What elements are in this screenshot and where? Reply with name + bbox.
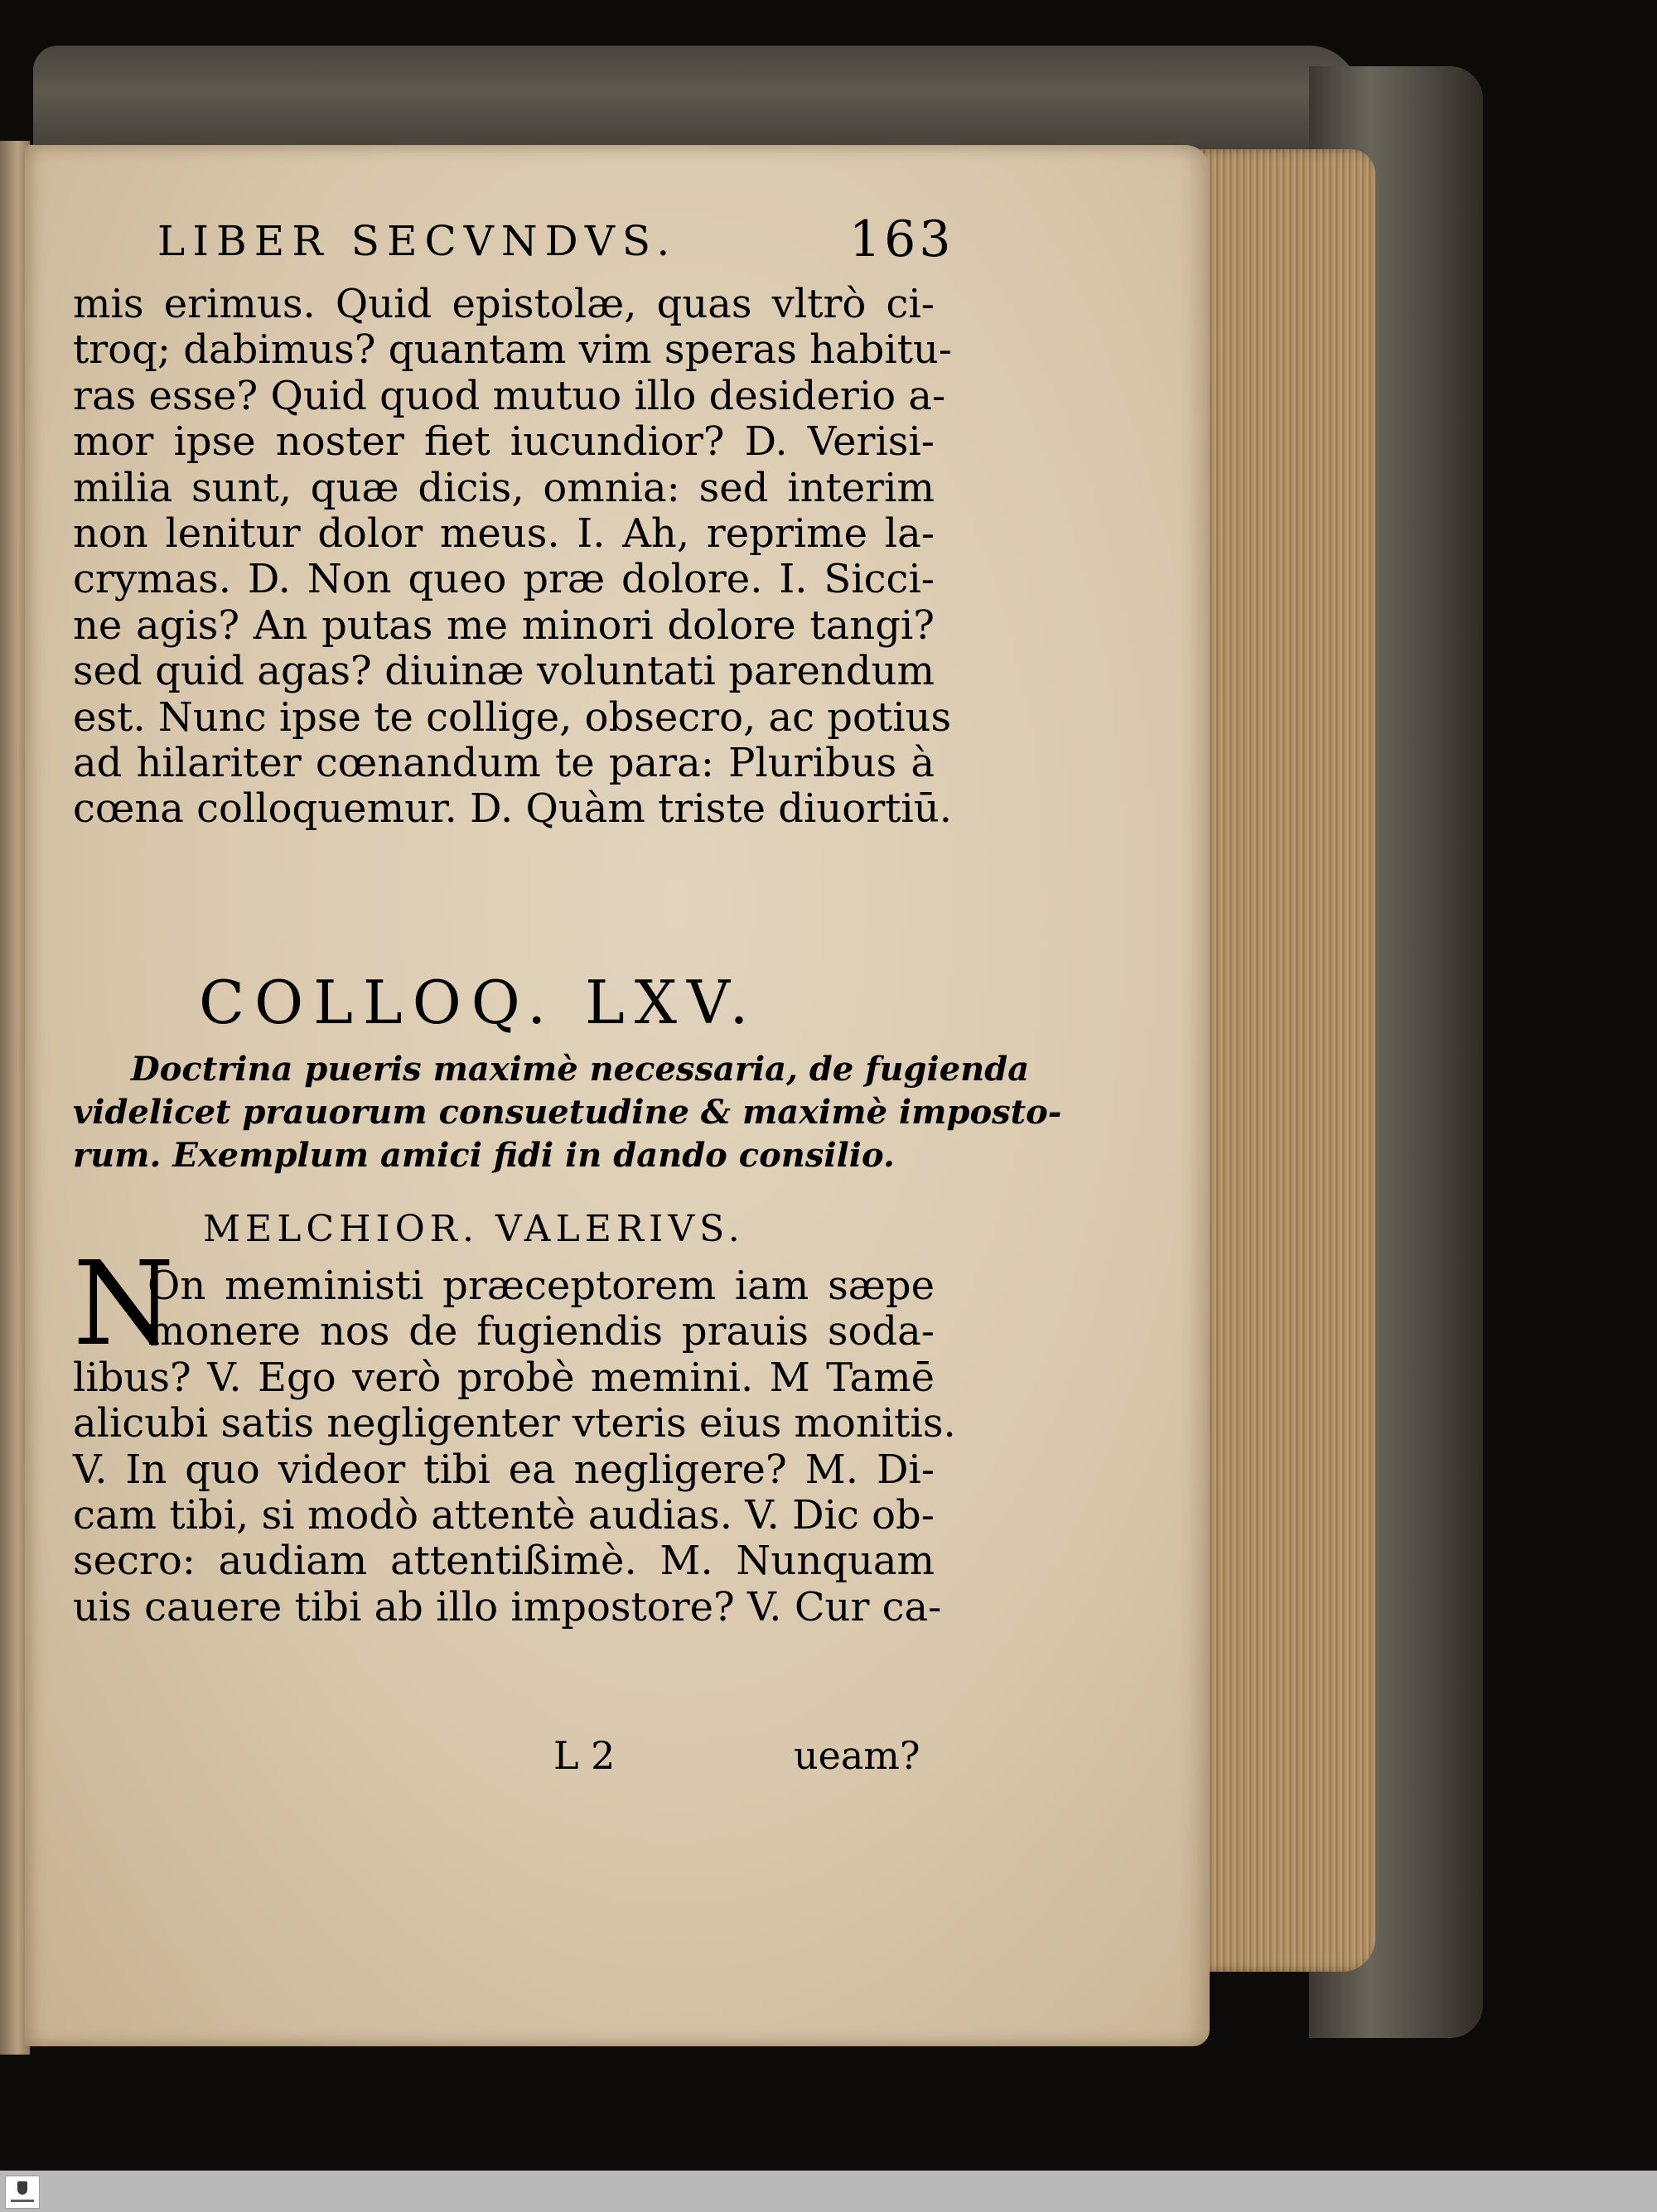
text-line: libus? V. Ego verò probè memini. M Tamē: [73, 1354, 935, 1401]
text-line: ras esse? Quid quod mutuo illo desiderio a-: [73, 372, 946, 419]
text-line: milia sunt, quæ dicis, omnia: sed interim: [73, 464, 935, 511]
text-line: troq; dabimus? quantam vim speras habitu-: [73, 326, 953, 374]
summary-line: Doctrina pueris maximè necessaria, de fugienda: [131, 1050, 1030, 1089]
dialogue-text-lower: [73, 1263, 956, 1630]
text-line: sed quid agas? diuinæ voluntati parendum: [73, 648, 935, 695]
book-cover-top-edge: [33, 46, 1359, 162]
text-line: est. Nunc ipse te collige, obsecro, ac potius: [73, 693, 952, 741]
running-head: [91, 210, 954, 275]
page-footer: [73, 1733, 935, 1783]
text-line: On meministi præceptorem iam sæpe: [147, 1263, 935, 1309]
colloquy-summary: [73, 1048, 1062, 1177]
dialogue-text-upper: [73, 281, 953, 833]
text-line: cam tibi, si modò attentè audias. V. Dic ob-: [73, 1491, 935, 1538]
colloquy-heading: COLLOQ. LXV.: [199, 968, 759, 1037]
text-line: monere nos de fugiendis prauis soda-: [147, 1308, 935, 1355]
text-line: mor ipse noster fiet iucundior? D. Verisi-: [73, 418, 935, 466]
text-line: non lenitur dolor meus. I. Ah, reprime la-: [73, 510, 935, 557]
viewer-bottom-bar: [0, 2171, 1657, 2212]
library-logo-icon: [5, 2176, 40, 2209]
text-line: secro: audiam attentißimè. M. Nunquam: [73, 1538, 935, 1585]
page-block-fore-edge: [1193, 149, 1375, 1972]
text-line: ad hilariter cœnandum te para: Pluribus à: [73, 739, 935, 786]
signature-mark: L 2: [553, 1733, 616, 1778]
page-number: 163: [849, 210, 954, 268]
text-line: mis erimus. Quid epistolæ, quas vltrò ci-: [73, 281, 935, 327]
drop-cap: N: [73, 1237, 175, 1372]
catchword: ueam?: [794, 1733, 920, 1778]
text-line: ne agis? An putas me minori dolore tangi?: [73, 601, 935, 649]
text-line: cœna colloquemur. D. Quàm triste diuortiū.: [73, 785, 952, 833]
text-line: uis cauere tibi ab illo impostore? V. Cur ca-: [73, 1583, 942, 1630]
text-line: crymas. D. Non queo præ dolore. I. Sicci-: [73, 556, 935, 603]
text-line: alicubi satis negligenter vteris eius monitis.: [73, 1400, 956, 1447]
summary-line: videlicet prauorum consuetudine & maximè imposto-: [73, 1093, 1062, 1132]
text-line: V. In quo videor tibi ea negligere? M. Di-: [73, 1446, 935, 1493]
speaker-names: MELCHIOR. VALERIVS.: [203, 1208, 745, 1250]
running-head-title: LIBER SECVNDVS.: [157, 217, 678, 265]
summary-line: rum. Exemplum amici fidi in dando consilio.: [73, 1136, 895, 1175]
